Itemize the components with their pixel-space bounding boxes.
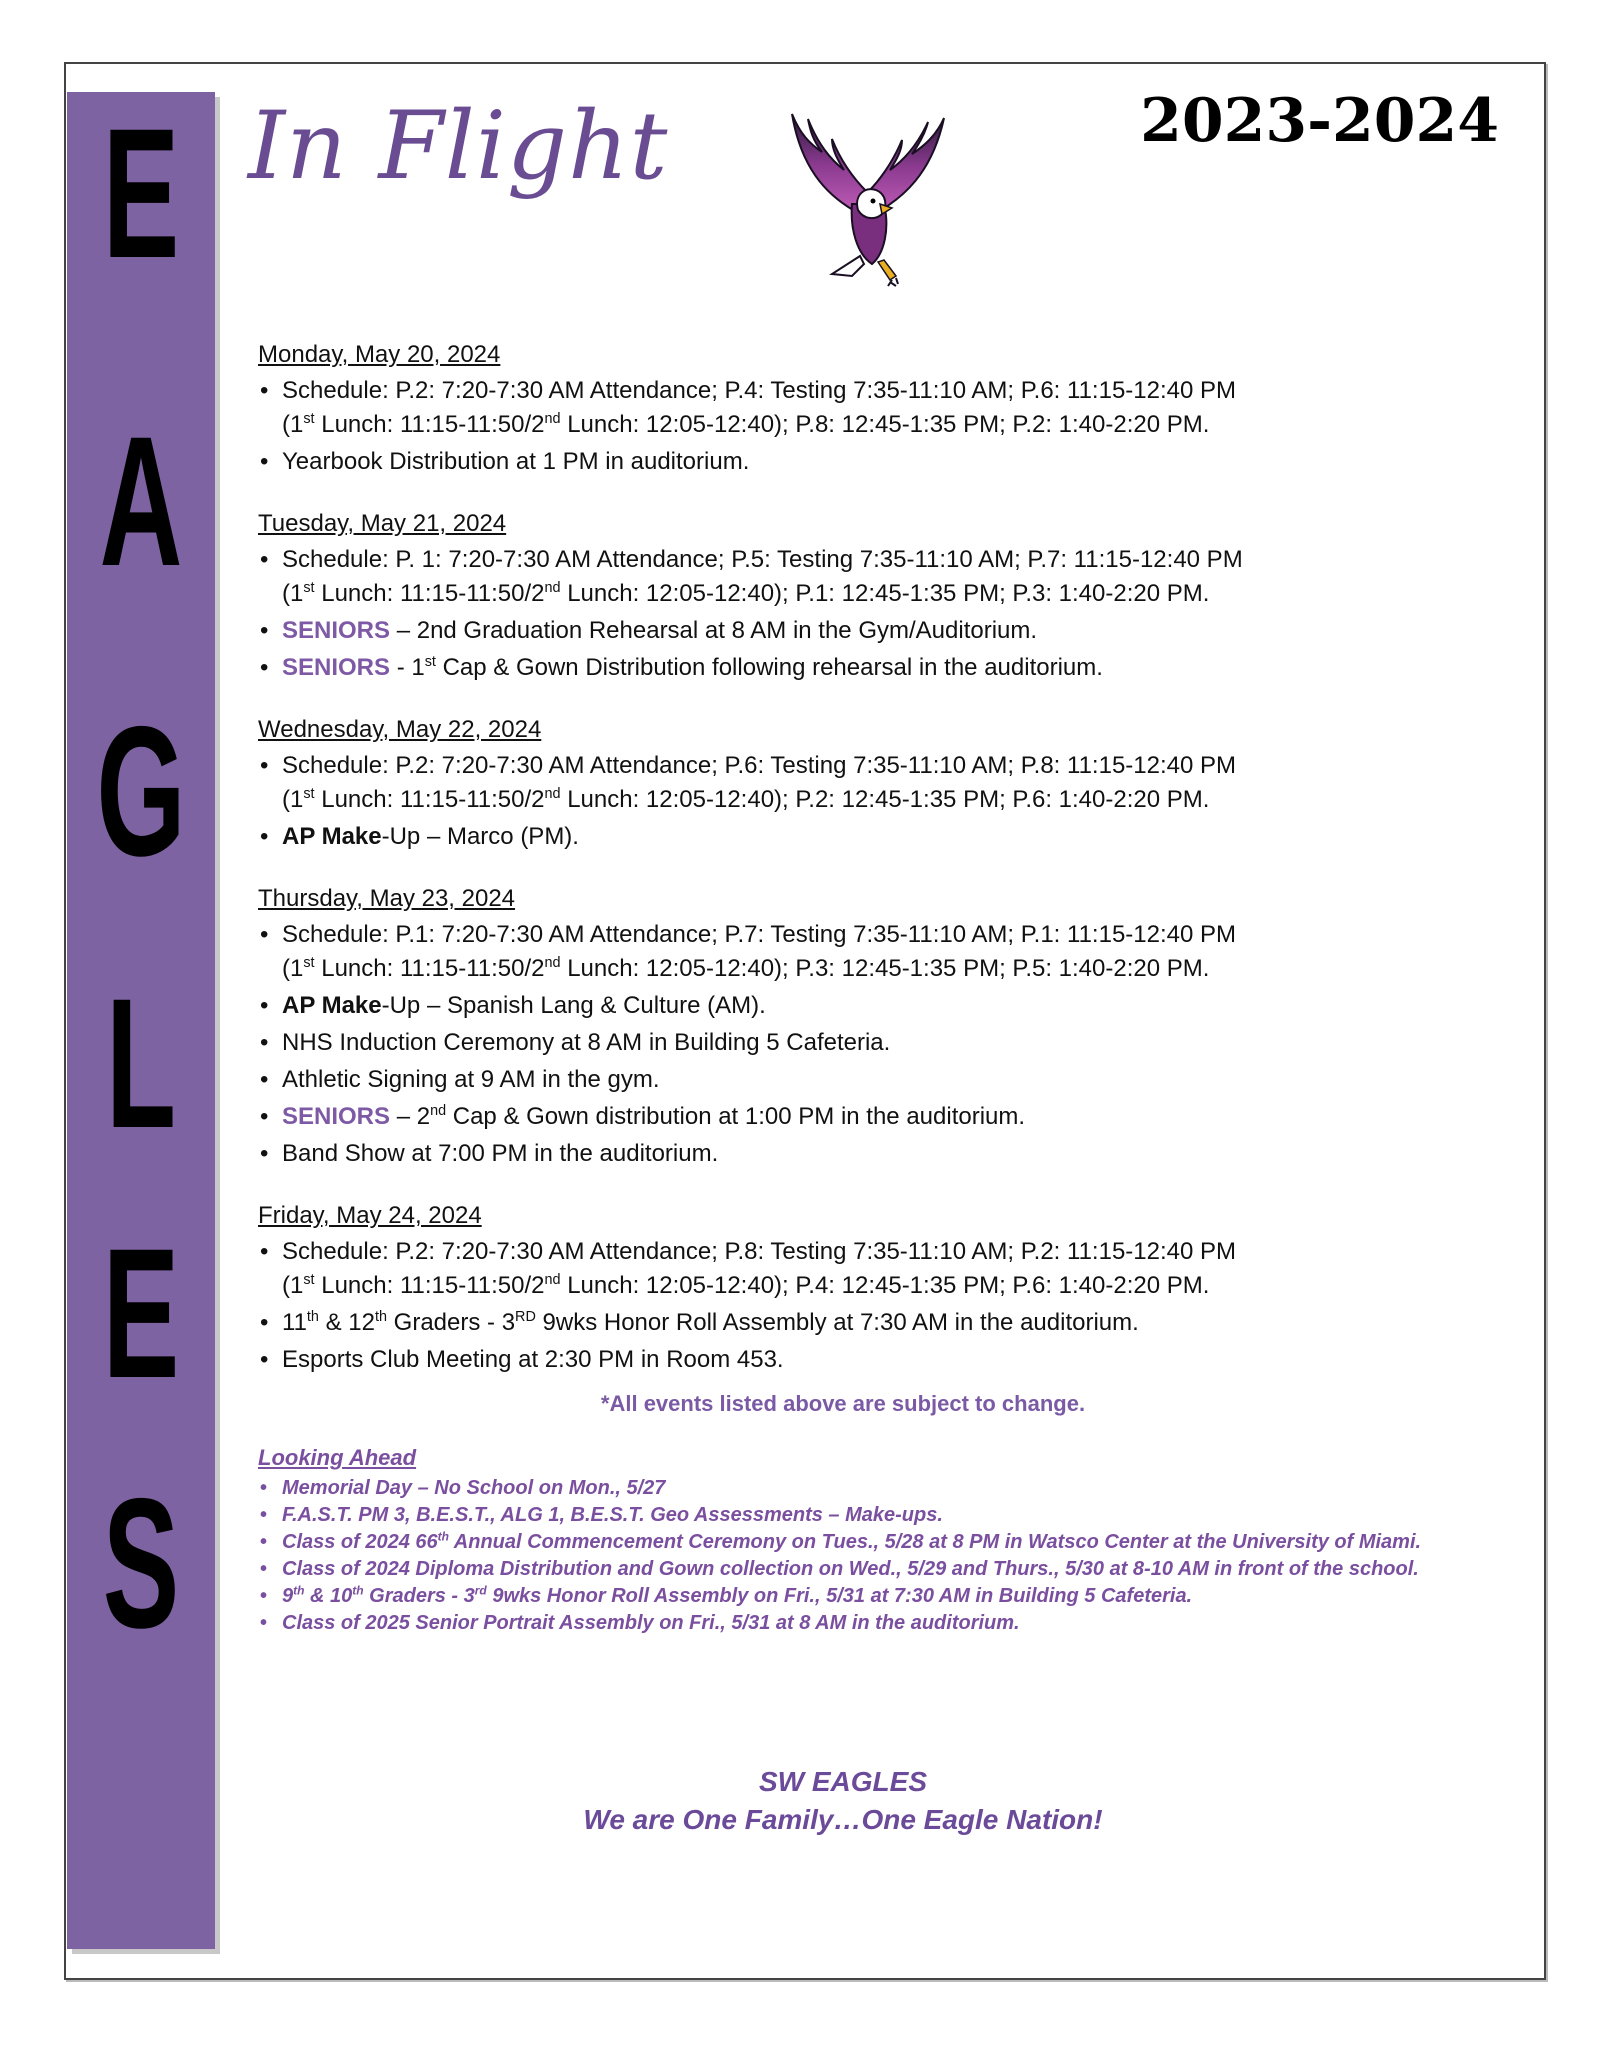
main-content [258,340,1428,1637]
event-item: • Yearbook Distribution at 1 PM in auditorium. [258,445,1428,479]
sidebar-letter: S [102,1461,180,1667]
day-title: Tuesday, May 21, 2024 [258,510,507,537]
event-item: • AP Make-Up – Marco (PM). [258,820,1428,854]
looking-ahead [258,1445,1428,1637]
sidebar-letter: A [99,399,183,605]
schedule-item: • Schedule: P.2: 7:20-7:30 AM Attendance; P.4: Testing 7:35-11:10 AM; P.6: 11:15-12:40 PM (1st Lunch: 11:15-11:50/2nd Lunch: 12:05-12:40); P.8: 12:45-1:35 PM; P.2: 1:40-2:20 PM. [258,374,1428,442]
day-tuesday [258,509,1428,685]
event-item: • Athletic Signing at 9 AM in the gym. [258,1063,1428,1097]
eagles-sidebar [67,92,215,1949]
sidebar-letter: G [96,689,186,895]
sidebar-letter: E [102,91,180,297]
schedule-item: • Schedule: P.2: 7:20-7:30 AM Attendance; P.8: Testing 7:35-11:10 AM; P.2: 11:15-12:40 PM (1st Lunch: 11:15-11:50/2nd Lunch: 12:05-12:40); P.4: 12:45-1:35 PM; P.6: 1:40-2:20 PM. [258,1235,1428,1303]
schedule-item: • Schedule: P.2: 7:20-7:30 AM Attendance; P.6: Testing 7:35-11:10 AM; P.8: 11:15-12:40 PM (1st Lunch: 11:15-11:50/2nd Lunch: 12:05-12:40); P.2: 12:45-1:35 PM; P.6: 1:40-2:20 PM. [258,749,1428,817]
day-thursday [258,884,1428,1171]
event-item: • AP Make-Up – Spanish Lang & Culture (AM). [258,989,1428,1023]
event-item: • SENIORS – 2nd Cap & Gown distribution at 1:00 PM in the auditorium. [258,1100,1428,1134]
footer-motto [258,1763,1428,1839]
sidebar-letter: E [102,1211,180,1417]
looking-ahead-title: Looking Ahead [258,1445,417,1470]
ahead-item: • Memorial Day – No School on Mon., 5/27 [258,1475,1428,1502]
ahead-item: • Class of 2024 66th Annual Commencement Ceremony on Tues., 5/28 at 8 PM in Watsco Center at the University of Miami. [258,1529,1428,1556]
event-item: • NHS Induction Ceremony at 8 AM in Building 5 Cafeteria. [258,1026,1428,1060]
schedule-item: • Schedule: P.1: 7:20-7:30 AM Attendance; P.7: Testing 7:35-11:10 AM; P.1: 11:15-12:40 PM (1st Lunch: 11:15-11:50/2nd Lunch: 12:05-12:40); P.3: 12:45-1:35 PM; P.5: 1:40-2:20 PM. [258,918,1428,986]
day-friday [258,1201,1428,1377]
newsletter-title: In Flight [248,92,669,201]
ahead-item: • Class of 2025 Senior Portrait Assembly on Fri., 5/31 at 8 AM in the auditorium. [258,1610,1428,1637]
event-item: • Esports Club Meeting at 2:30 PM in Room 453. [258,1343,1428,1377]
day-title: Friday, May 24, 2024 [258,1202,482,1229]
day-title: Wednesday, May 22, 2024 [258,716,542,743]
footer-line1: SW EAGLES [758,1766,927,1797]
event-item: • Band Show at 7:00 PM in the auditorium. [258,1137,1428,1171]
day-wednesday [258,715,1428,854]
eagle-mascot-icon [772,104,962,294]
ahead-item: • Class of 2024 Diploma Distribution and Gown collection on Wed., 5/29 and Thurs., 5/30 at 8-10 AM in front of the school. [258,1556,1428,1583]
event-item: • SENIORS – 2nd Graduation Rehearsal at 8 AM in the Gym/Auditorium. [258,614,1428,648]
sidebar-letter: L [105,961,177,1167]
change-notice: *All events listed above are subject to change. [600,1391,1086,1416]
ahead-item: • F.A.S.T. PM 3, B.E.S.T., ALG 1, B.E.S.T. Geo Assessments – Make-ups. [258,1502,1428,1529]
ahead-item: • 9th & 10th Graders - 3rd 9wks Honor Roll Assembly on Fri., 5/31 at 7:30 AM in Building 5 Cafeteria. [258,1583,1428,1610]
schedule-item: • Schedule: P. 1: 7:20-7:30 AM Attendance; P.5: Testing 7:35-11:10 AM; P.7: 11:15-12:40 PM (1st Lunch: 11:15-11:50/2nd Lunch: 12:05-12:40); P.1: 12:45-1:35 PM; P.3: 1:40-2:20 PM. [258,543,1428,611]
event-item: • 11th & 12th Graders - 3RD 9wks Honor Roll Assembly at 7:30 AM in the auditorium. [258,1306,1428,1340]
day-title: Thursday, May 23, 2024 [258,885,516,912]
day-title: Monday, May 20, 2024 [258,341,501,368]
footer-line2: We are One Family…One Eagle Nation! [583,1804,1103,1835]
day-monday [258,340,1428,479]
school-year: 2023-2024 [1140,86,1499,156]
event-item: • SENIORS - 1st Cap & Gown Distribution following rehearsal in the auditorium. [258,651,1428,685]
